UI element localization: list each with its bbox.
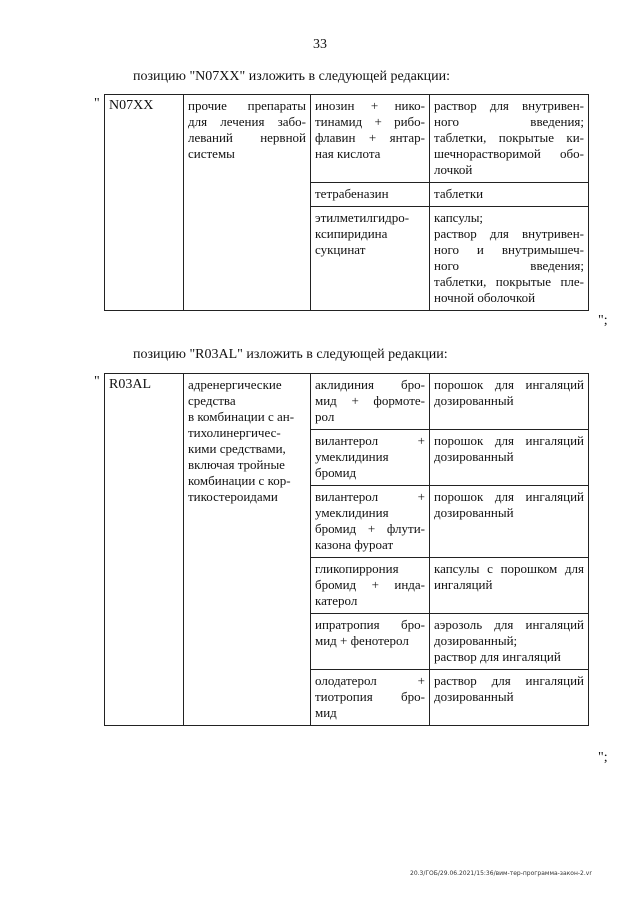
drug-name <box>311 670 430 726</box>
instruction-r03al: позицию "R03AL" изложить в следующей редакции: <box>133 347 448 362</box>
cell-line: бромид <box>315 465 357 480</box>
cell-line: прочие препараты <box>188 98 306 113</box>
cell-line: порошок для ингаляций <box>434 489 584 504</box>
cell-line: ного введения; <box>434 114 584 129</box>
cell-line: порошок для ингаляций <box>434 377 584 392</box>
opening-quote: " <box>94 96 100 111</box>
cell-line: ингаляций <box>434 577 493 592</box>
drug-name <box>311 183 430 207</box>
cell-line: кими средствами, <box>188 441 286 456</box>
cell-line: мид + формоте- <box>315 393 425 408</box>
cell-line: таблетки <box>434 186 484 201</box>
cell-line: рол <box>315 409 335 424</box>
cell-line: катерол <box>315 593 358 608</box>
table-row <box>105 374 589 430</box>
cell-line: ночной оболочкой <box>434 290 536 305</box>
cell-line: адренергические <box>188 377 282 392</box>
cell-line: гликопиррония <box>315 561 399 576</box>
dosage-form <box>430 95 589 183</box>
dosage-form <box>430 183 589 207</box>
cell-line: дозированный <box>434 689 514 704</box>
cell-line: системы <box>188 146 235 161</box>
instruction-n07xx: позицию "N07XX" изложить в следующей редакции: <box>133 69 450 84</box>
cell-line: лочкой <box>434 162 473 177</box>
cell-line: вилантерол + <box>315 433 425 448</box>
atc-group <box>184 95 311 311</box>
table-row <box>105 95 589 183</box>
cell-line: вилантерол + <box>315 489 425 504</box>
cell-line: порошок для ингаляций <box>434 433 584 448</box>
cell-line: аэрозоль для ингаляций <box>434 617 584 632</box>
cell-line: ксипиридина <box>315 226 388 241</box>
cell-line: флавин + янтар- <box>315 130 425 145</box>
drug-name <box>311 95 430 183</box>
cell-line: дозированный <box>434 449 514 464</box>
cell-line: бромид + инда- <box>315 577 425 592</box>
atc-group <box>184 374 311 726</box>
cell-line: дозированный; <box>434 633 518 648</box>
cell-line: казона фуроат <box>315 537 394 552</box>
cell-line: умеклидиния <box>315 449 389 464</box>
cell-line: мид + фенотерол <box>315 633 409 648</box>
cell-line: ного введения; <box>434 258 584 273</box>
cell-line: комбинации с кор- <box>188 473 291 488</box>
dosage-form <box>430 486 589 558</box>
atc-code: R03AL <box>105 374 184 726</box>
cell-line: капсулы; <box>434 210 484 225</box>
drug-name <box>311 558 430 614</box>
cell-line: для лечения забо- <box>188 114 306 129</box>
cell-line: тикостероидами <box>188 489 278 504</box>
drug-name <box>311 374 430 430</box>
cell-line: тетрабеназин <box>315 186 389 201</box>
closing-quote: "; <box>598 750 608 765</box>
closing-quote: "; <box>598 313 608 328</box>
drug-name <box>311 614 430 670</box>
cell-line: средства <box>188 393 236 408</box>
cell-line: капсулы с порошком для <box>434 561 584 576</box>
cell-line: олодатерол + <box>315 673 425 688</box>
cell-line: тихолинергичес- <box>188 425 281 440</box>
drug-name <box>311 486 430 558</box>
dosage-form <box>430 614 589 670</box>
dosage-form <box>430 374 589 430</box>
cell-line: шечнорастворимой обо- <box>434 146 584 161</box>
cell-line: таблетки, покрытые пле- <box>434 274 584 289</box>
cell-line: мид <box>315 705 337 720</box>
cell-line: сукцинат <box>315 242 366 257</box>
document-stamp: 20.3/ГОБ/29.06.2021/15:36/вим-тер-программа-закон-2.vr <box>410 870 592 877</box>
cell-line: этилметилгидро- <box>315 210 410 225</box>
cell-line: в комбинации с ан- <box>188 409 295 424</box>
cell-line: бромид + флути- <box>315 521 425 536</box>
cell-line: раствор для внутривен- <box>434 226 584 241</box>
cell-line: инозин + нико- <box>315 98 425 113</box>
cell-line: умеклидиния <box>315 505 389 520</box>
table-r03al <box>104 373 589 726</box>
drug-name <box>311 430 430 486</box>
cell-line: раствор для ингаляций <box>434 673 584 688</box>
table-n07xx <box>104 94 589 311</box>
dosage-form <box>430 430 589 486</box>
cell-line: ного и внутримышеч- <box>434 242 584 257</box>
atc-code: N07XX <box>105 95 184 311</box>
dosage-form <box>430 670 589 726</box>
cell-line: ная кислота <box>315 146 381 161</box>
cell-line: включая тройные <box>188 457 285 472</box>
dosage-form <box>430 207 589 311</box>
cell-line: тинамид + рибо- <box>315 114 425 129</box>
cell-line: раствор для ингаляций <box>434 649 561 664</box>
cell-line: аклидиния бро- <box>315 377 425 392</box>
cell-line: раствор для внутривен- <box>434 98 584 113</box>
cell-line: леваний нервной <box>188 130 306 145</box>
cell-line: дозированный <box>434 505 514 520</box>
dosage-form <box>430 558 589 614</box>
cell-line: тиотропия бро- <box>315 689 425 704</box>
page-number: 33 <box>313 37 327 52</box>
cell-line: таблетки, покрытые ки- <box>434 130 584 145</box>
cell-line: дозированный <box>434 393 514 408</box>
opening-quote: " <box>94 374 100 389</box>
cell-line: ипратропия бро- <box>315 617 425 632</box>
drug-name <box>311 207 430 311</box>
